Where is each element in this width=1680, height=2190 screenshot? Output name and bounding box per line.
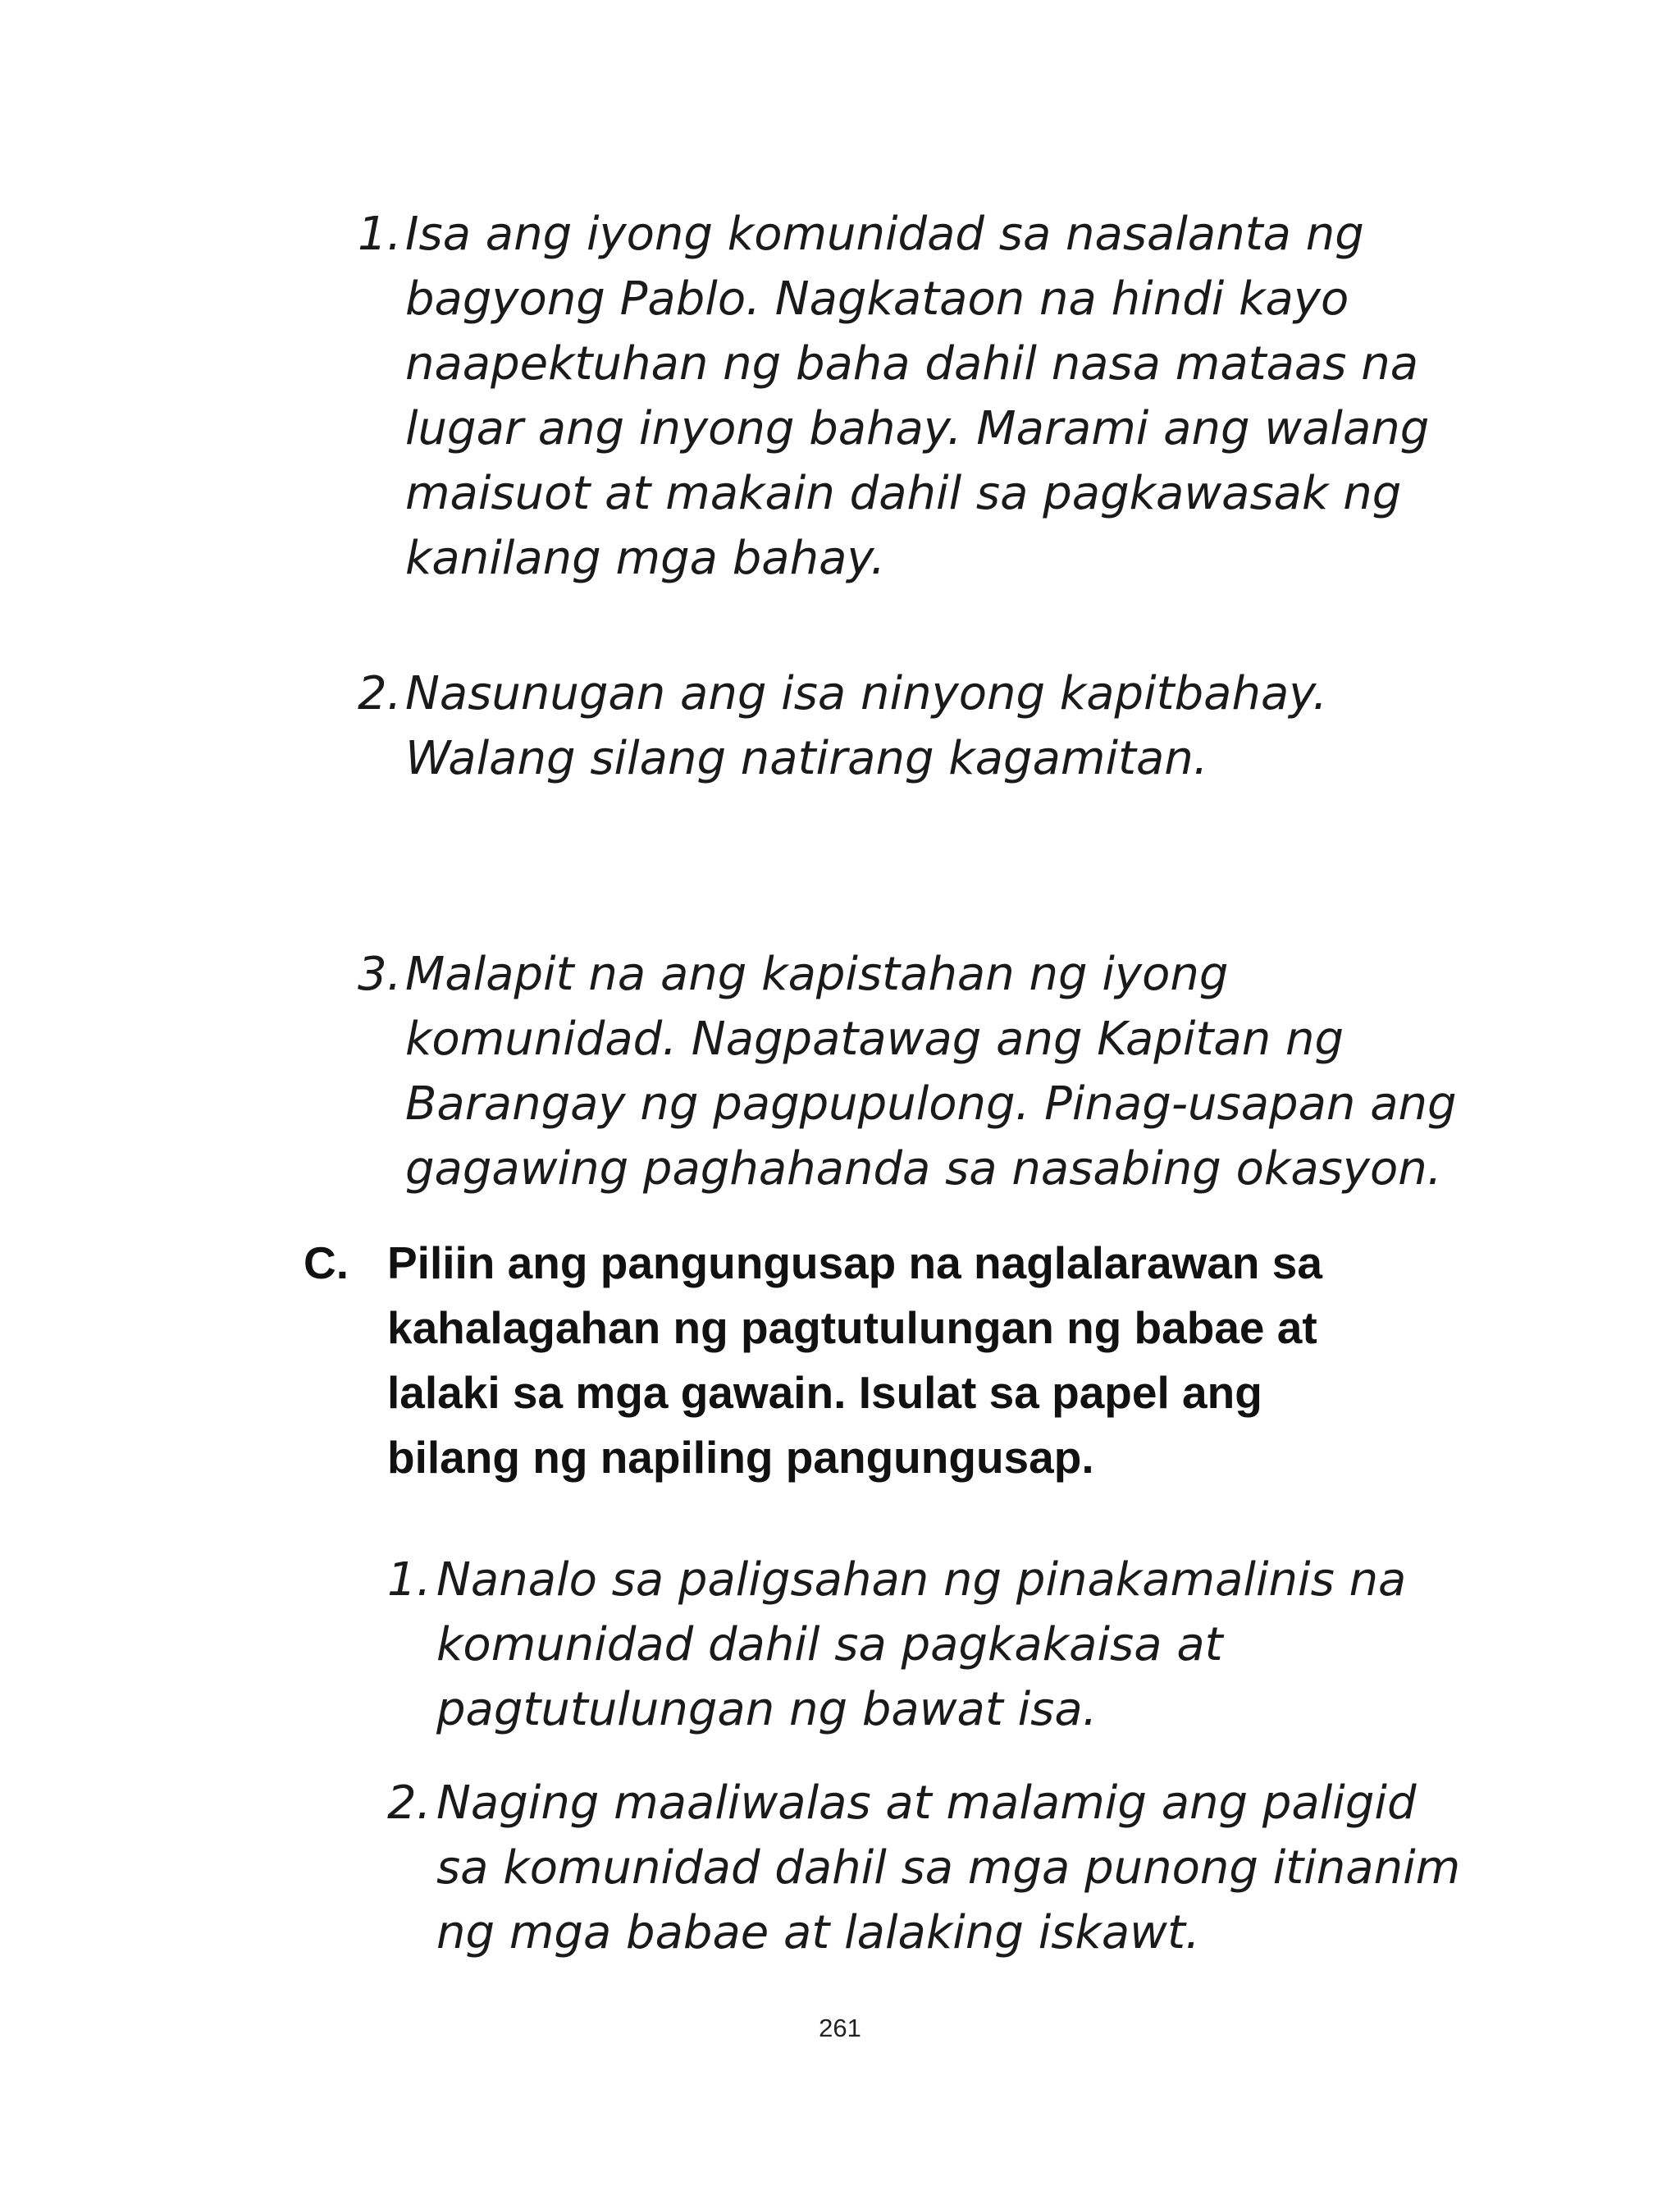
item-text: Naging maaliwalas at malamig ang paligid sa komunidad dahil sa mga punong itinanim ng mga babae at lalaking iskawt.: [436, 1776, 1461, 1959]
item-text: Isa ang iyong komunidad sa nasalanta ng bagyong Pablo. Nagkataon na hindi kayo naapektuhan ng baha dahil nasa mataas na lugar ang inyong bahay. Marami ang walang maisuot at makain dahil sa pagkawasak ng kanilang mga bahay.: [405, 208, 1430, 585]
item-number: 2.: [358, 667, 402, 720]
section-instruction-text: Piliin ang pangungusap na naglalarawan sa kahalagahan ng pagtutulungan ng babae at lalaki sa mga gawain. Isulat sa papel ang bilang ng napiling pangungusap.: [387, 1237, 1322, 1483]
item-text: Nasunugan ang isa ninyong kapitbahay. Walang silang natirang kagamitan.: [405, 667, 1327, 785]
list-item-b1: [358, 202, 1429, 591]
section-c-instruction: [304, 1231, 1583, 1490]
list-item-b2: [358, 661, 1327, 791]
item-text: Malapit na ang kapistahan ng iyong komunidad. Nagpatawag ang Kapitan ng Barangay ng pagpupulong. Pinag-usapan ang gagawing paghahanda sa nasabing okasyon.: [405, 948, 1457, 1196]
section-letter: C.: [304, 1237, 349, 1288]
item-number: 2.: [387, 1776, 431, 1830]
list-item-c2: [387, 1771, 1460, 1965]
item-number: 1.: [358, 208, 402, 261]
page-number: 261: [819, 2014, 861, 2042]
item-number: 1.: [387, 1553, 431, 1607]
item-number: 3.: [358, 948, 402, 1001]
item-text: Nanalo sa paligsahan ng pinakamalinis na komunidad dahil sa pagkakaisa at pagtutulungan ng bawat isa.: [436, 1553, 1407, 1736]
list-item-c1: [387, 1548, 1406, 1742]
list-item-b3: [358, 942, 1457, 1201]
